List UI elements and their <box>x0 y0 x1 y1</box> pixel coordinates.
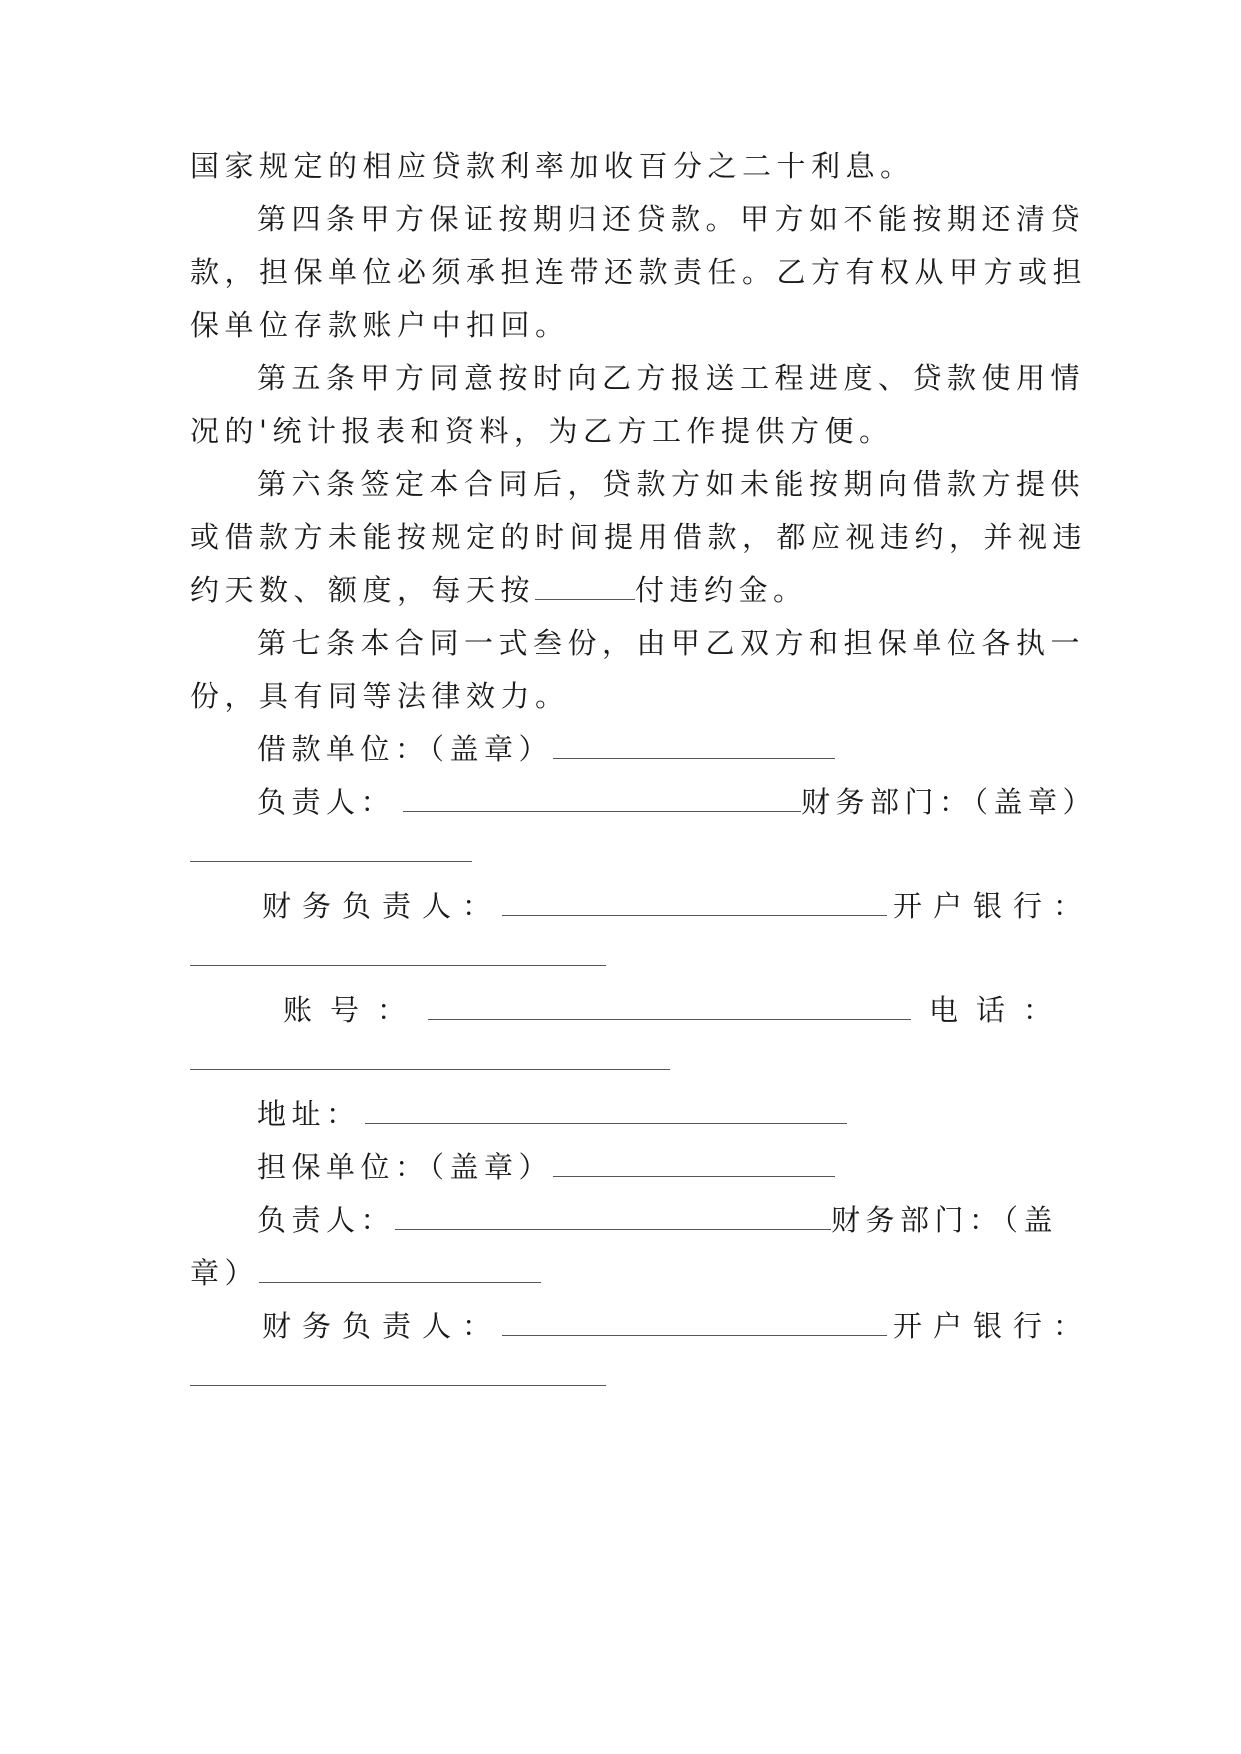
bank-label-1: 开户银行： <box>893 889 1094 923</box>
bank-blank-1[interactable] <box>190 964 606 966</box>
phone-blank[interactable] <box>190 1068 670 1070</box>
paragraph-line: 第六条签定本合同后，贷款方如未能按期向借款方提供 <box>257 467 1086 501</box>
finance-dept-line-2 <box>190 1253 1050 1293</box>
finance-head-line-1 <box>262 886 1122 926</box>
finance-dept-label-2a: 财务部门：（盖 <box>831 1203 1059 1237</box>
person-in-charge-label-2: 负责人： <box>257 1203 396 1237</box>
finance-dept-blank-1[interactable] <box>190 860 472 862</box>
penalty-text-prefix: 约天数、额度，每天按 <box>190 573 536 607</box>
borrower-unit-line <box>257 729 1050 769</box>
bank-blank-2[interactable] <box>190 1384 606 1386</box>
guarantor-unit-label: 担保单位：（盖章） <box>257 1150 554 1184</box>
paragraph-line: 第四条甲方保证按期归还贷款。甲方如不能按期还清贷 <box>257 202 1086 236</box>
bank-label-2: 开户银行： <box>893 1309 1094 1343</box>
paragraph-line: 第五条甲方同意按时向乙方报送工程进度、贷款使用情 <box>257 361 1086 395</box>
address-blank[interactable] <box>365 1097 847 1124</box>
borrower-unit-blank[interactable] <box>553 732 835 759</box>
address-label: 地址： <box>257 1097 361 1131</box>
finance-head-blank-1[interactable] <box>502 889 887 916</box>
borrower-unit-label: 借款单位：（盖章） <box>257 732 554 766</box>
person-in-charge-blank-2[interactable] <box>395 1203 831 1230</box>
finance-dept-blank-2[interactable] <box>259 1256 541 1283</box>
penalty-text-suffix: 付违约金。 <box>635 573 808 607</box>
finance-dept-label-2b: 章） <box>190 1256 260 1290</box>
finance-head-label-1: 财务负责人： <box>262 889 503 923</box>
person-in-charge-blank-1[interactable] <box>403 785 801 812</box>
paragraph-line: 况的'统计报表和资料，为乙方工作提供方便。 <box>190 414 894 448</box>
address-line <box>257 1094 1050 1134</box>
account-blank[interactable] <box>428 993 911 1020</box>
paragraph-line: 份，具有同等法律效力。 <box>190 679 570 713</box>
account-label: 账号： <box>283 993 425 1027</box>
person-in-charge-label-1: 负责人： <box>257 785 396 819</box>
penalty-rate-blank[interactable] <box>535 573 635 600</box>
phone-label: 电话： <box>929 993 1071 1027</box>
paragraph-line: 保单位存款账户中扣回。 <box>190 308 570 342</box>
paragraph-line <box>190 570 1050 610</box>
paragraph-line: 第七条本合同一式叁份，由甲乙双方和担保单位各执一 <box>257 626 1086 660</box>
account-line <box>283 990 1143 1030</box>
finance-head-blank-2[interactable] <box>502 1309 887 1336</box>
finance-head-label-2: 财务负责人： <box>262 1309 503 1343</box>
person-in-charge-line-2 <box>257 1200 1059 1240</box>
paragraph-line: 或借款方未能按规定的时间提用借款，都应视违约，并视违 <box>190 520 1088 554</box>
guarantor-unit-line <box>257 1147 1050 1187</box>
person-in-charge-line-1 <box>257 782 1098 822</box>
paragraph-line: 款，担保单位必须承担连带还款责任。乙方有权从甲方或担 <box>190 255 1088 289</box>
finance-dept-label-1: 财务部门：（盖章） <box>801 785 1098 819</box>
paragraph-line: 国家规定的相应贷款利率加收百分之二十利息。 <box>190 149 915 183</box>
finance-head-line-2 <box>262 1306 1122 1346</box>
guarantor-unit-blank[interactable] <box>553 1150 835 1177</box>
